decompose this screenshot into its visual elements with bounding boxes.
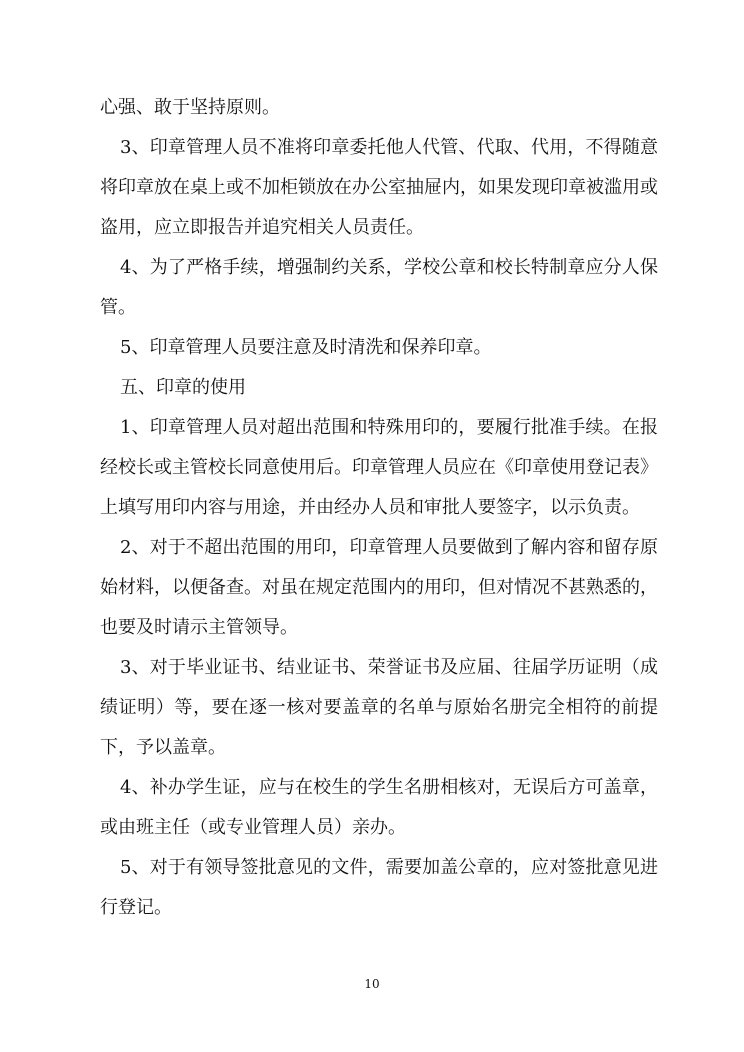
paragraph: 5、对于有领导签批意见的文件，需要加盖公章的，应对签批意见进行登记。 (100, 857, 658, 918)
document-body (100, 88, 658, 928)
paragraph: 4、为了严格手续，增强制约关系，学校公章和校长特制章应分人保管。 (100, 257, 658, 318)
paragraph: 3、印章管理人员不准将印章委托他人代管、代取、代用，不得随意将印章放在桌上或不加柜锁放在办公室抽屉内，如果发现印章被滥用或盗用，应立即报告并追究相关人员责任。 (100, 137, 658, 238)
section-heading: 五、印章的使用 (120, 377, 246, 398)
paragraph: 2、对于不超出范围的用印，印章管理人员要做到了解内容和留存原始材料，以便备查。对虽在规定范围内的用印，但对情况不甚熟悉的，也要及时请示主管领导。 (100, 537, 658, 638)
paragraph: 4、补办学生证，应与在校生的学生名册相核对，无误后方可盖章，或由班主任（或专业管理人员）亲办。 (100, 777, 658, 838)
paragraph: 1、印章管理人员对超出范围和特殊用印的，要履行批准手续。在报经校长或主管校长同意使用后。印章管理人员应在《印章使用登记表》上填写用印内容与用途，并由经办人员和审批人要签字，以示负责。 (100, 417, 658, 518)
paragraph: 5、印章管理人员要注意及时清洗和保养印章。 (120, 337, 492, 358)
page-number: 10 (364, 977, 380, 991)
paragraph: 3、对于毕业证书、结业证书、荣誉证书及应届、往届学历证明（成绩证明）等，要在逐一核对要盖章的名单与原始名册完全相符的前提下，予以盖章。 (100, 657, 658, 758)
paragraph: 心强、敢于坚持原则。 (100, 97, 280, 118)
